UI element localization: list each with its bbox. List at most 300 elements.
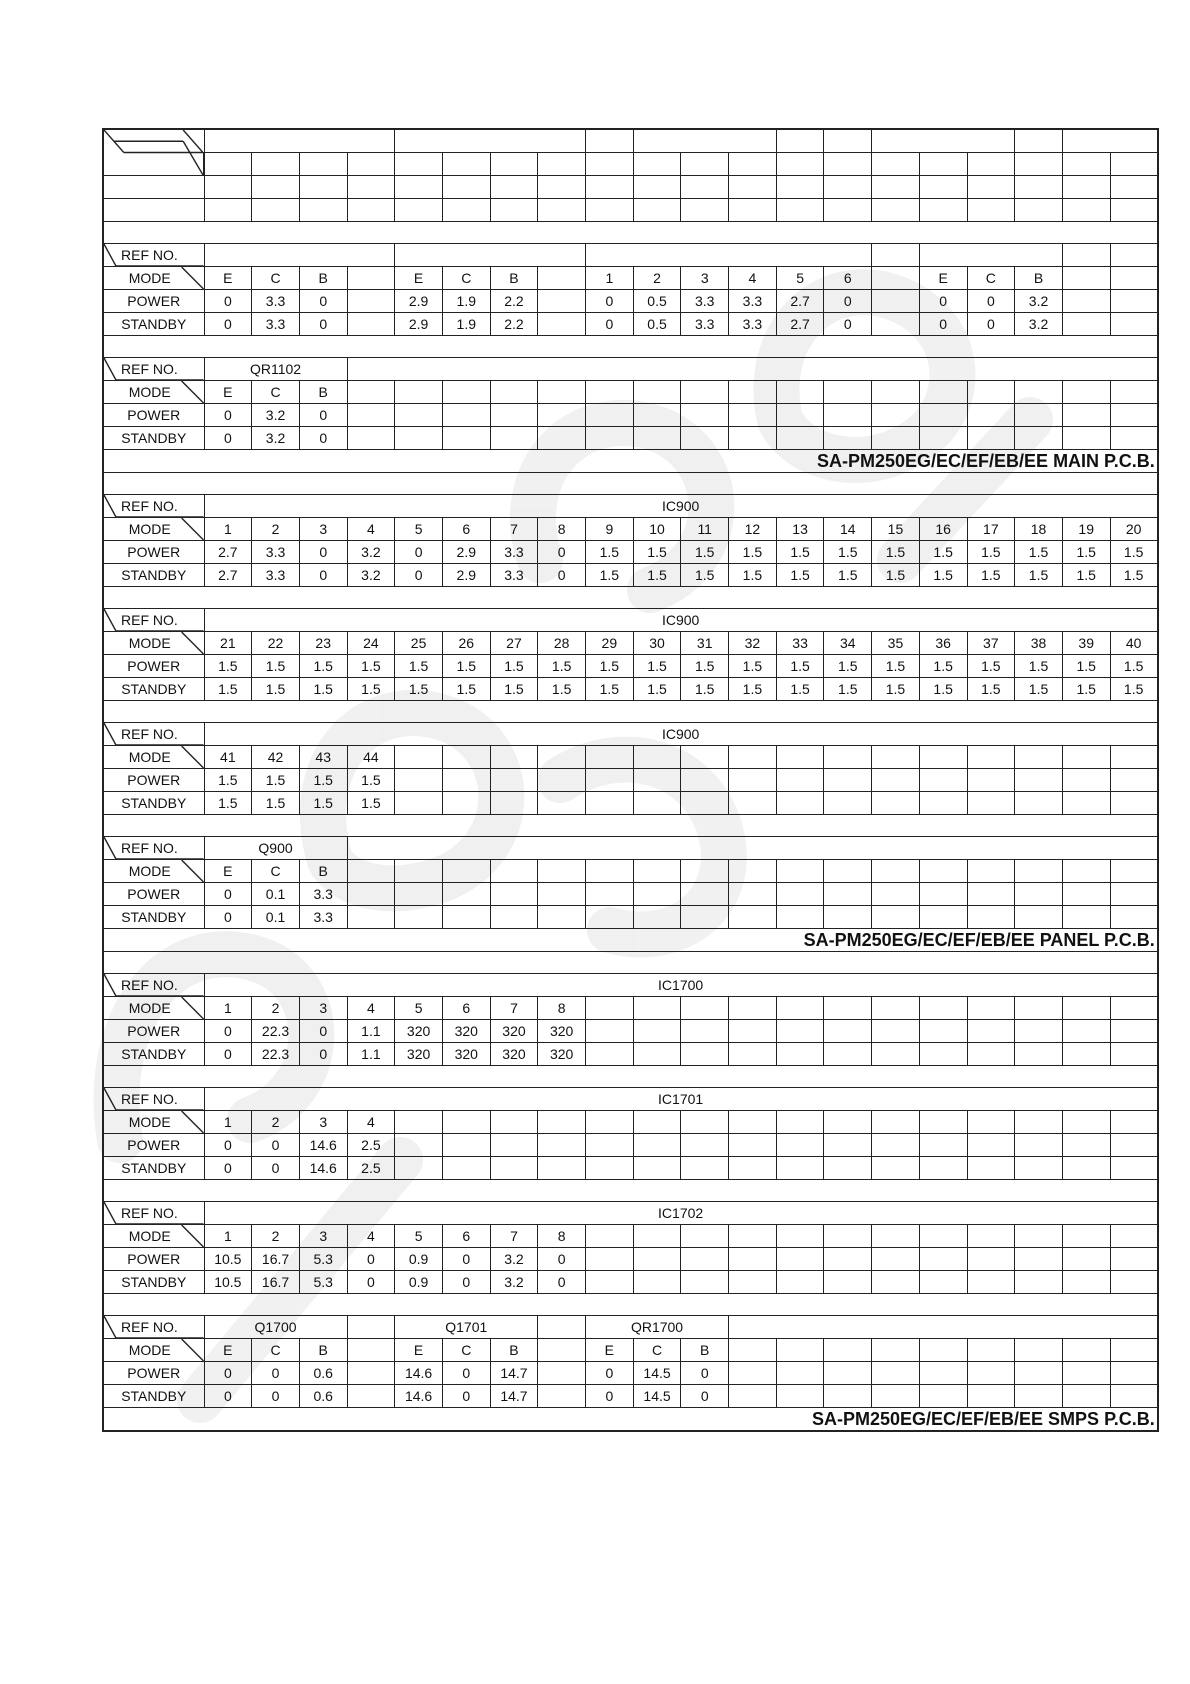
power-empty xyxy=(681,404,729,427)
standby-value: 1.5 xyxy=(681,564,729,587)
standby-empty xyxy=(967,906,1015,929)
mode-empty xyxy=(824,1111,872,1134)
mode-empty xyxy=(633,997,681,1020)
mode-label-cell xyxy=(103,997,204,1020)
standby-empty xyxy=(347,427,395,450)
power-empty xyxy=(1062,883,1110,906)
mode-empty xyxy=(633,860,681,883)
power-value: 2.2 xyxy=(490,290,538,313)
standby-empty xyxy=(967,427,1015,450)
power-empty xyxy=(633,1020,681,1043)
ref-no-row xyxy=(103,609,1158,632)
mode-value: 1 xyxy=(204,1225,252,1248)
standby-empty xyxy=(633,906,681,929)
standby-empty xyxy=(1110,792,1158,815)
mode-value: 11 xyxy=(681,518,729,541)
mode-value: 36 xyxy=(919,632,967,655)
power-label-cell xyxy=(103,655,204,678)
ref-no-row xyxy=(103,495,1158,518)
standby-empty xyxy=(824,1157,872,1180)
mode-empty xyxy=(872,746,920,769)
mode-value: 8 xyxy=(538,518,586,541)
standby-label: STANDBY xyxy=(121,567,187,583)
power-empty xyxy=(919,1248,967,1271)
power-label-cell xyxy=(103,883,204,906)
ref-no-label-cell xyxy=(103,1088,204,1111)
mode-empty xyxy=(1110,381,1158,404)
mode-empty xyxy=(824,746,872,769)
standby-value: 14.5 xyxy=(633,1385,681,1408)
header-cell xyxy=(967,153,1015,176)
power-value: 1.5 xyxy=(1110,541,1158,564)
power-empty xyxy=(1110,1362,1158,1385)
standby-value: 1.5 xyxy=(204,792,252,815)
power-value: 0 xyxy=(538,1248,586,1271)
header-cell xyxy=(395,199,443,222)
mode-value: 17 xyxy=(967,518,1015,541)
mode-empty xyxy=(1110,1225,1158,1248)
mode-value: B xyxy=(299,1339,347,1362)
header-cell xyxy=(776,176,824,199)
standby-label-cell xyxy=(103,313,204,336)
header-row xyxy=(103,176,1158,199)
standby-empty xyxy=(967,792,1015,815)
standby-value: 1.5 xyxy=(586,678,634,701)
header-cell xyxy=(538,199,586,222)
spacer-row xyxy=(103,1066,1158,1088)
ref-no-label: REF NO. xyxy=(121,1091,178,1107)
power-empty xyxy=(872,1020,920,1043)
power-value: 1.5 xyxy=(252,769,300,792)
mode-empty xyxy=(442,1111,490,1134)
power-value: 1.5 xyxy=(538,655,586,678)
mode-row xyxy=(103,381,1158,404)
mode-label-cell xyxy=(103,267,204,290)
header-group-cell xyxy=(1015,129,1063,153)
mode-empty xyxy=(1110,1339,1158,1362)
standby-empty xyxy=(1062,427,1110,450)
power-value: 3.3 xyxy=(252,290,300,313)
standby-empty xyxy=(681,1043,729,1066)
standby-empty xyxy=(1015,906,1063,929)
ref-no-value: IC900 xyxy=(204,495,1158,518)
power-empty xyxy=(967,1248,1015,1271)
power-value: 1.5 xyxy=(681,541,729,564)
standby-empty xyxy=(1015,1043,1063,1066)
header-cell xyxy=(872,153,920,176)
mode-empty xyxy=(490,381,538,404)
power-value: 1.5 xyxy=(1015,541,1063,564)
mode-label-cell xyxy=(103,1225,204,1248)
power-value: 0.1 xyxy=(252,883,300,906)
standby-value: 1.5 xyxy=(776,678,824,701)
mode-value: 44 xyxy=(347,746,395,769)
header-cell xyxy=(252,153,300,176)
header-row xyxy=(103,129,1158,153)
standby-value: 1.5 xyxy=(919,564,967,587)
standby-empty xyxy=(395,1157,443,1180)
power-empty xyxy=(586,883,634,906)
power-empty xyxy=(586,1248,634,1271)
mode-empty xyxy=(729,997,777,1020)
power-value: 3.3 xyxy=(252,541,300,564)
standby-value: 1.5 xyxy=(824,564,872,587)
power-value: 0 xyxy=(204,290,252,313)
mode-value: E xyxy=(204,381,252,404)
power-empty xyxy=(1110,1248,1158,1271)
mode-empty xyxy=(586,1225,634,1248)
ref-no-row xyxy=(103,244,1158,267)
mode-empty xyxy=(729,1339,777,1362)
mode-empty xyxy=(967,381,1015,404)
power-empty xyxy=(967,1020,1015,1043)
power-value: 320 xyxy=(442,1020,490,1043)
standby-value: 0 xyxy=(299,564,347,587)
ref-no-empty xyxy=(729,1316,1158,1339)
diagonal-divider xyxy=(104,632,204,654)
header-cell xyxy=(395,176,443,199)
power-label-cell xyxy=(103,1362,204,1385)
mode-row xyxy=(103,632,1158,655)
mode-value: E xyxy=(204,860,252,883)
mode-value: 8 xyxy=(538,1225,586,1248)
power-empty xyxy=(776,769,824,792)
mode-value: 35 xyxy=(872,632,920,655)
standby-empty xyxy=(872,1385,920,1408)
mode-value: 27 xyxy=(490,632,538,655)
standby-empty xyxy=(633,792,681,815)
standby-value: 3.2 xyxy=(252,427,300,450)
mode-value: 29 xyxy=(586,632,634,655)
header-group-cell xyxy=(204,129,395,153)
standby-value: 2.7 xyxy=(776,313,824,336)
power-empty xyxy=(824,1020,872,1043)
header-cell xyxy=(729,153,777,176)
mode-empty xyxy=(872,381,920,404)
power-value: 22.3 xyxy=(252,1020,300,1043)
power-value: 1.5 xyxy=(347,769,395,792)
mode-value: 4 xyxy=(347,1225,395,1248)
power-value: 14.5 xyxy=(633,1362,681,1385)
ref-no-label-cell xyxy=(103,244,204,267)
power-empty xyxy=(967,769,1015,792)
standby-label: STANDBY xyxy=(121,316,187,332)
standby-value: 3.2 xyxy=(490,1271,538,1294)
standby-value: 0 xyxy=(299,427,347,450)
standby-empty xyxy=(919,906,967,929)
power-value: 0 xyxy=(681,1362,729,1385)
mode-value: B xyxy=(490,1339,538,1362)
power-value: 14.7 xyxy=(490,1362,538,1385)
mode-empty xyxy=(919,997,967,1020)
power-value: 1.5 xyxy=(633,541,681,564)
standby-empty xyxy=(967,1043,1015,1066)
power-value: 3.3 xyxy=(681,290,729,313)
mode-value: 24 xyxy=(347,632,395,655)
power-empty xyxy=(776,1248,824,1271)
spacer-row xyxy=(103,336,1158,358)
standby-empty xyxy=(729,906,777,929)
standby-value: 1.5 xyxy=(872,564,920,587)
mode-value: 26 xyxy=(442,632,490,655)
power-empty xyxy=(967,1134,1015,1157)
voltage-chart-table xyxy=(102,128,1159,1432)
mode-value: 12 xyxy=(729,518,777,541)
power-value: 1.5 xyxy=(395,655,443,678)
power-value: 1.5 xyxy=(824,655,872,678)
power-empty xyxy=(967,883,1015,906)
standby-empty xyxy=(1015,1271,1063,1294)
mode-value: 4 xyxy=(347,997,395,1020)
standby-value: 3.3 xyxy=(681,313,729,336)
power-value: 0 xyxy=(967,290,1015,313)
ref-no-empty xyxy=(347,837,1158,860)
mode-value: B xyxy=(1015,267,1063,290)
mode-value: 14 xyxy=(824,518,872,541)
mode-empty xyxy=(633,1111,681,1134)
mode-empty xyxy=(776,381,824,404)
power-value: 320 xyxy=(490,1020,538,1043)
power-empty xyxy=(681,883,729,906)
spacer-cell xyxy=(103,1294,1158,1316)
mode-empty xyxy=(776,1111,824,1134)
mode-empty xyxy=(824,997,872,1020)
standby-value: 1.5 xyxy=(252,678,300,701)
header-row xyxy=(103,199,1158,222)
power-value: 1.5 xyxy=(586,655,634,678)
header-cell xyxy=(586,153,634,176)
standby-empty xyxy=(395,906,443,929)
standby-empty xyxy=(967,1271,1015,1294)
mode-value: 6 xyxy=(442,997,490,1020)
power-value: 2.9 xyxy=(442,541,490,564)
power-value: 1.5 xyxy=(776,541,824,564)
standby-value: 3.3 xyxy=(490,564,538,587)
standby-value: 1.5 xyxy=(299,792,347,815)
header-cell xyxy=(204,199,252,222)
standby-value: 0 xyxy=(681,1385,729,1408)
mode-empty xyxy=(776,1339,824,1362)
power-empty xyxy=(633,769,681,792)
standby-empty xyxy=(586,906,634,929)
power-empty xyxy=(1015,883,1063,906)
mode-value xyxy=(872,267,920,290)
header-cell xyxy=(633,153,681,176)
power-value: 0 xyxy=(395,541,443,564)
standby-empty xyxy=(776,1385,824,1408)
standby-value: 0 xyxy=(586,313,634,336)
power-value: 1.5 xyxy=(729,655,777,678)
power-value: 3.3 xyxy=(299,883,347,906)
standby-empty xyxy=(1015,1385,1063,1408)
mode-value: 3 xyxy=(299,997,347,1020)
mode-value: 43 xyxy=(299,746,347,769)
ref-no-value: Q900 xyxy=(204,837,347,860)
mode-empty xyxy=(729,381,777,404)
mode-row xyxy=(103,860,1158,883)
header-cell xyxy=(204,176,252,199)
mode-empty xyxy=(1015,860,1063,883)
standby-empty xyxy=(586,792,634,815)
header-cell xyxy=(252,199,300,222)
standby-value: 2.5 xyxy=(347,1157,395,1180)
power-value: 1.5 xyxy=(204,655,252,678)
ref-no-empty xyxy=(586,244,872,267)
ref-no-empty xyxy=(919,244,1062,267)
standby-label: STANDBY xyxy=(121,795,187,811)
header-cell xyxy=(776,153,824,176)
standby-value: 1.9 xyxy=(442,313,490,336)
standby-value: 1.5 xyxy=(776,564,824,587)
power-value: 3.2 xyxy=(347,541,395,564)
mode-value: 31 xyxy=(681,632,729,655)
power-value: 1.5 xyxy=(776,655,824,678)
mode-empty xyxy=(586,860,634,883)
mode-empty xyxy=(1110,746,1158,769)
header-cell xyxy=(919,199,967,222)
mode-empty xyxy=(538,746,586,769)
standby-value xyxy=(1110,313,1158,336)
power-value: 1.5 xyxy=(204,769,252,792)
pcb-caption: SA-PM250EG/EC/EF/EB/EE PANEL P.C.B. xyxy=(103,929,1158,952)
ref-no-label-cell xyxy=(103,837,204,860)
mode-value: B xyxy=(299,381,347,404)
mode-empty xyxy=(347,381,395,404)
power-value: 14.6 xyxy=(395,1362,443,1385)
mode-empty xyxy=(442,381,490,404)
mode-label-cell xyxy=(103,632,204,655)
standby-value: 0 xyxy=(204,313,252,336)
power-label: POWER xyxy=(127,1365,181,1381)
power-value: 0 xyxy=(204,1362,252,1385)
power-value: 1.5 xyxy=(1062,541,1110,564)
power-empty xyxy=(824,769,872,792)
power-value: 2.5 xyxy=(347,1134,395,1157)
power-value: 1.5 xyxy=(967,541,1015,564)
standby-value: 0 xyxy=(204,1157,252,1180)
ref-no-label-cell xyxy=(103,1202,204,1225)
power-empty xyxy=(872,883,920,906)
standby-label-cell xyxy=(103,427,204,450)
power-label: POWER xyxy=(127,1023,181,1039)
standby-value: 3.3 xyxy=(252,313,300,336)
standby-empty xyxy=(538,1157,586,1180)
header-cell xyxy=(1015,153,1063,176)
mode-empty xyxy=(633,1225,681,1248)
standby-value: 16.7 xyxy=(252,1271,300,1294)
power-empty xyxy=(1015,1134,1063,1157)
power-empty xyxy=(395,1134,443,1157)
standby-value: 1.5 xyxy=(204,678,252,701)
standby-value: 1.5 xyxy=(395,678,443,701)
standby-empty xyxy=(395,427,443,450)
standby-value: 0 xyxy=(204,906,252,929)
pcb-caption-row xyxy=(103,929,1158,952)
power-label-cell xyxy=(103,1134,204,1157)
power-row xyxy=(103,655,1158,678)
spacer-row xyxy=(103,1294,1158,1316)
standby-empty xyxy=(586,1271,634,1294)
standby-label: STANDBY xyxy=(121,1388,187,1404)
ref-no-label: REF NO. xyxy=(121,1319,178,1335)
power-row xyxy=(103,1020,1158,1043)
spacer-row xyxy=(103,587,1158,609)
mode-label-cell xyxy=(103,860,204,883)
standby-value: 320 xyxy=(395,1043,443,1066)
mode-value: 34 xyxy=(824,632,872,655)
standby-value: 1.5 xyxy=(347,792,395,815)
mode-empty xyxy=(1062,1111,1110,1134)
mode-empty xyxy=(1110,997,1158,1020)
mode-label: MODE xyxy=(128,863,171,879)
standby-value: 320 xyxy=(442,1043,490,1066)
mode-empty xyxy=(919,1339,967,1362)
mode-value: 1 xyxy=(586,267,634,290)
header-cell xyxy=(824,199,872,222)
mode-value: 4 xyxy=(729,267,777,290)
standby-row xyxy=(103,906,1158,929)
mode-value: C xyxy=(633,1339,681,1362)
standby-value: 1.5 xyxy=(252,792,300,815)
standby-empty xyxy=(967,1385,1015,1408)
standby-empty xyxy=(1110,1385,1158,1408)
power-value: 1.5 xyxy=(824,541,872,564)
mode-value: 5 xyxy=(395,1225,443,1248)
ref-no-row xyxy=(103,723,1158,746)
standby-empty xyxy=(776,1271,824,1294)
standby-label: STANDBY xyxy=(121,909,187,925)
mode-empty xyxy=(967,860,1015,883)
header-cell xyxy=(1015,199,1063,222)
header-group-cell xyxy=(776,129,824,153)
standby-empty xyxy=(729,792,777,815)
mode-value: 8 xyxy=(538,997,586,1020)
ref-no-label-cell xyxy=(103,495,204,518)
power-value: 0 xyxy=(252,1134,300,1157)
mode-empty xyxy=(824,1339,872,1362)
standby-empty xyxy=(442,792,490,815)
power-empty xyxy=(490,404,538,427)
standby-value: 0 xyxy=(204,427,252,450)
standby-row xyxy=(103,564,1158,587)
standby-value xyxy=(1062,313,1110,336)
header-cell xyxy=(299,176,347,199)
standby-value xyxy=(538,313,586,336)
power-value: 5.3 xyxy=(299,1248,347,1271)
header-cell xyxy=(1110,199,1158,222)
power-empty xyxy=(442,769,490,792)
standby-empty xyxy=(1062,906,1110,929)
standby-empty xyxy=(824,427,872,450)
power-empty xyxy=(538,769,586,792)
mode-empty xyxy=(872,1339,920,1362)
mode-value: 22 xyxy=(252,632,300,655)
standby-empty xyxy=(633,1271,681,1294)
spacer-row xyxy=(103,952,1158,974)
mode-empty xyxy=(442,746,490,769)
power-label: POWER xyxy=(127,544,181,560)
power-empty xyxy=(538,1134,586,1157)
standby-empty xyxy=(1062,1385,1110,1408)
standby-value: 22.3 xyxy=(252,1043,300,1066)
mode-empty xyxy=(1015,1111,1063,1134)
mode-value: B xyxy=(681,1339,729,1362)
power-empty xyxy=(1110,404,1158,427)
mode-empty xyxy=(872,997,920,1020)
mode-value: 6 xyxy=(442,518,490,541)
mode-empty xyxy=(729,860,777,883)
spacer-cell xyxy=(103,701,1158,723)
